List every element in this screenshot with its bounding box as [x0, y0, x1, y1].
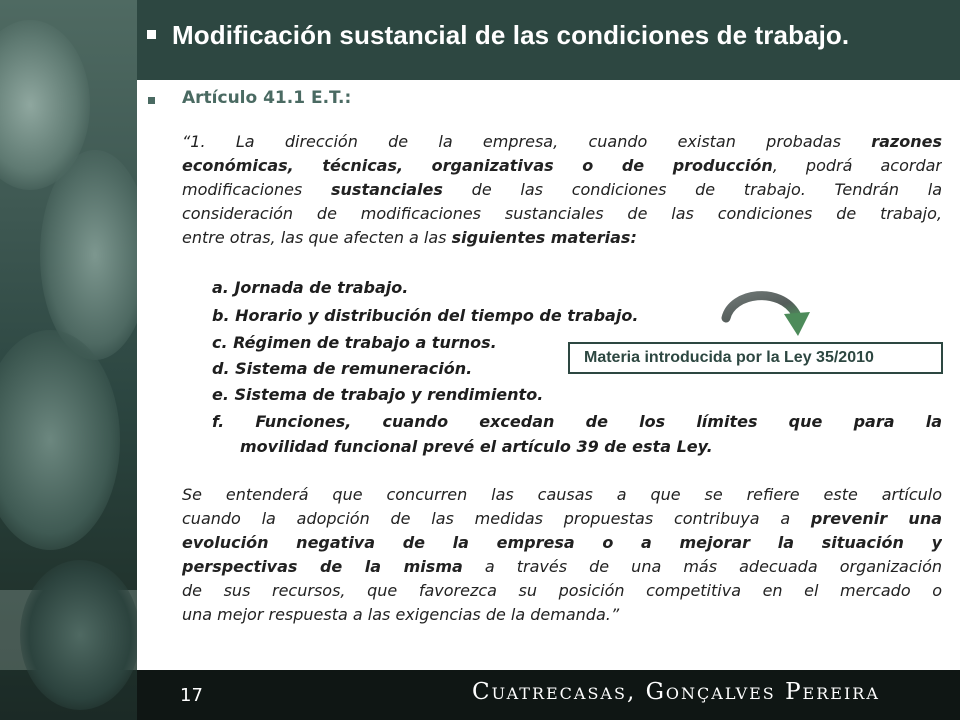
text-run: a través de una más adecuada organización	[462, 557, 942, 576]
paragraph-line	[182, 178, 942, 202]
paragraph-line	[182, 226, 942, 250]
law-note-box	[568, 342, 943, 374]
curved-arrow-icon	[718, 288, 818, 348]
bold-text: sustanciales	[331, 180, 443, 199]
paragraph-line	[182, 603, 942, 627]
paragraph-line	[182, 531, 942, 555]
paragraph-line	[182, 202, 942, 226]
text-run: de las condiciones de trabajo. Tendrán la	[442, 180, 942, 199]
paragraph-line	[182, 507, 942, 531]
paragraph-line	[182, 579, 942, 603]
bold-text: evolución negativa de la empresa o a mejorar la situación y	[182, 533, 942, 552]
list-item-c: c. Régimen de trabajo a turnos.	[212, 333, 497, 352]
paragraph-line	[182, 483, 942, 507]
text-run: “1. La dirección de la empresa, cuando existan probadas	[182, 132, 872, 151]
text-run: consideración de modificaciones sustanciales de las condiciones de trabajo,	[182, 204, 942, 223]
firm-logo: Cuatrecasas, Gonçalves Pereira	[472, 679, 880, 705]
bold-text: prevenir una	[810, 509, 942, 528]
list-item-b: b. Horario y distribución del tiempo de trabajo.	[212, 306, 639, 325]
bold-text: razones	[871, 132, 942, 151]
slide-title: Modificación sustancial de las condiciones de trabajo.	[172, 20, 850, 50]
bold-text: económicas, técnicas, organizativas o de producción	[182, 156, 773, 175]
list-item-f: f. Funciones, cuando excedan de los límites que para la	[212, 412, 942, 431]
paragraph-line	[182, 130, 942, 154]
section-bullet-icon	[148, 97, 155, 104]
bold-text: perspectivas de la misma	[182, 557, 463, 576]
section-heading: Artículo 41.1 E.T.:	[182, 88, 352, 108]
list-item-f-continuation: movilidad funcional prevé el artículo 39 de esta Ley.	[240, 437, 713, 456]
text-run: modificaciones	[182, 180, 332, 199]
list-item-d: d. Sistema de remuneración.	[212, 359, 473, 378]
intro-paragraph	[182, 130, 942, 250]
text-run: una mejor respuesta a las exigencias de la demanda.”	[182, 605, 620, 624]
list-item-a: a. Jornada de trabajo.	[212, 278, 409, 297]
page-number: 17	[180, 685, 203, 706]
text-run: Se entenderá que concurren las causas a que se refiere este artículo	[182, 485, 942, 504]
paragraph-line	[182, 154, 942, 178]
bold-text: siguientes materias:	[451, 228, 637, 247]
list-item-e: e. Sistema de trabajo y rendimiento.	[212, 385, 544, 404]
text-run: de sus recursos, que favorezca su posición competitiva en el mercado o	[182, 581, 942, 600]
paragraph-line	[182, 555, 942, 579]
text-run: entre otras, las que afecten a las	[182, 228, 452, 247]
decorative-photo-strip	[0, 0, 137, 720]
text-run: cuando la adopción de las medidas propuestas contribuya a	[182, 509, 811, 528]
closing-paragraph	[182, 483, 942, 627]
title-bullet-icon	[147, 30, 156, 39]
law-note-text: Materia introducida por la Ley 35/2010	[584, 349, 874, 366]
text-run: , podrá acordar	[772, 156, 942, 175]
